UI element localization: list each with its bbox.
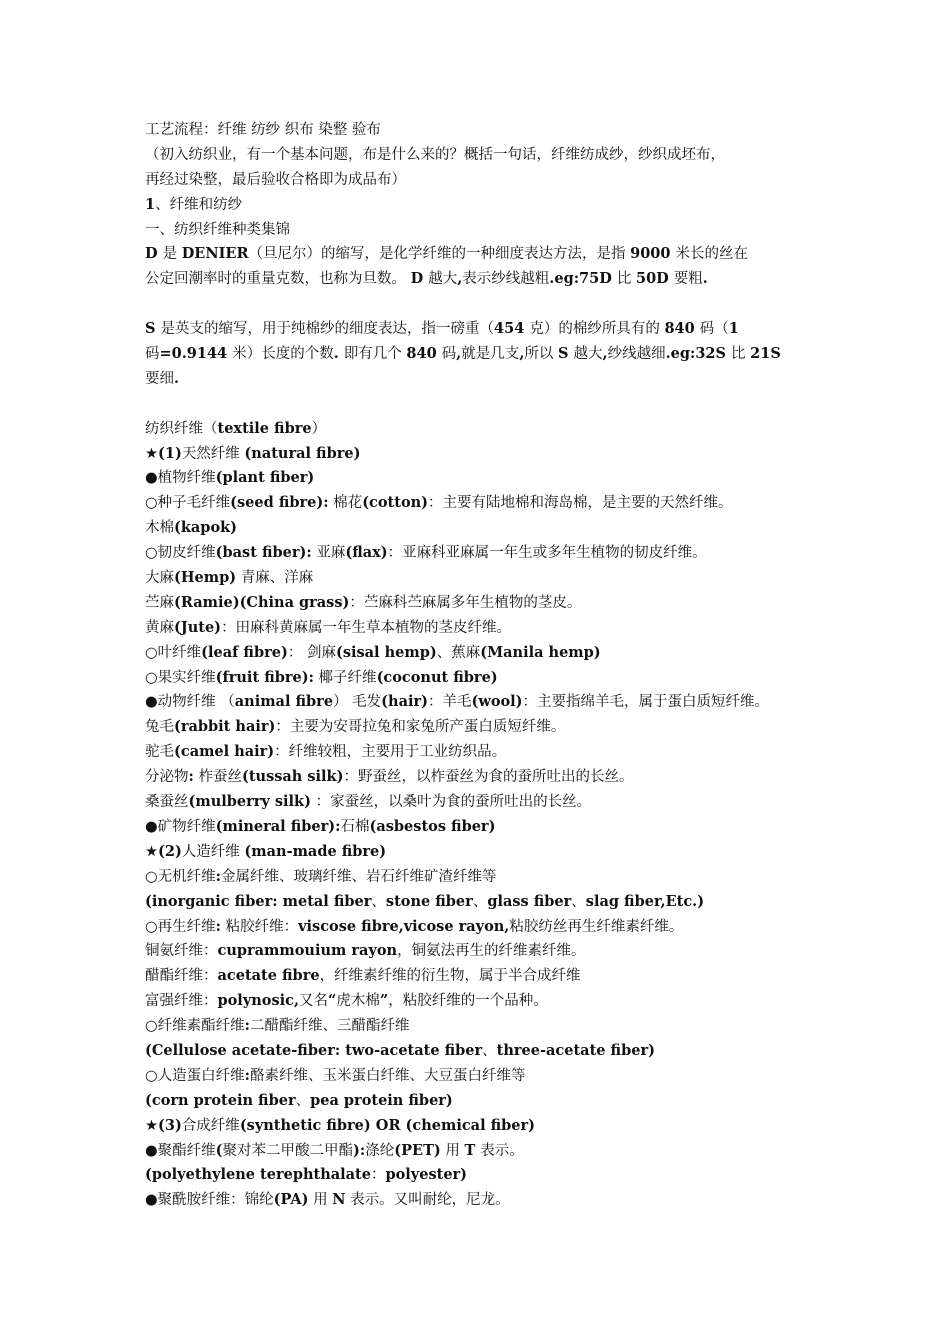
text-segment: : <box>188 768 194 786</box>
text-segment: viscose fibre,vicose rayon, <box>298 917 510 935</box>
text-segment: (Hemp) <box>174 569 237 587</box>
text-segment: (polyethylene terephthalate <box>145 1166 371 1184</box>
text-line <box>145 566 815 591</box>
text-segment: 涤纶 <box>365 1142 395 1159</box>
text-segment: , <box>457 270 463 288</box>
text-segment: . <box>174 369 180 387</box>
text-segment: (coconut fibre) <box>376 668 498 686</box>
text-segment: : <box>215 867 222 885</box>
text-line <box>145 715 815 740</box>
text-segment: ：野蚕丝，以柞蚕丝为食的蚕所吐出的长丝。 <box>343 769 634 786</box>
text-line <box>145 1163 815 1188</box>
text-segment: 所以 <box>524 346 558 363</box>
text-segment: ●聚酰胺纤维：锦纶 <box>145 1192 274 1209</box>
text-line <box>145 491 815 516</box>
text-segment: ★ <box>145 1117 158 1134</box>
text-segment: , <box>456 345 462 363</box>
text-segment: 越大 <box>573 346 603 363</box>
text-segment: 、 <box>371 893 386 910</box>
text-line <box>145 442 815 467</box>
text-segment: pea protein fiber) <box>310 1091 453 1109</box>
text-segment: 粘胶纺丝再生纤维素纤维。 <box>509 918 684 935</box>
text-segment: S <box>145 320 161 338</box>
text-segment: 苎麻 <box>145 594 174 611</box>
text-segment: (2) <box>158 842 182 860</box>
text-line <box>145 1188 815 1213</box>
text-segment: 、纤维和纺纱 <box>155 196 243 213</box>
text-line <box>145 641 815 666</box>
text-line <box>145 417 815 442</box>
text-segment: 50D <box>635 270 674 288</box>
text-segment: cuprammouium rayon <box>217 942 398 960</box>
text-segment: “ <box>328 992 337 1010</box>
text-line <box>145 267 815 292</box>
text-segment: (natural fibre) <box>244 444 361 462</box>
text-segment: D <box>145 245 163 263</box>
text-segment: (Cellulose acetate-fiber: two-acetate fiber <box>145 1041 483 1059</box>
text-segment: ： 剑麻 <box>287 644 336 661</box>
text-line <box>145 1064 815 1089</box>
text-segment: (Ramie)(China grass) <box>174 593 350 611</box>
text-segment: . <box>702 270 708 288</box>
text-segment: 米）长度的个数 <box>232 346 334 363</box>
text-segment: (Manila hemp) <box>480 643 601 661</box>
text-segment: 是 <box>162 246 182 263</box>
text-segment: stone fiber <box>385 892 473 910</box>
text-segment: 表示纱线越粗 <box>462 271 550 288</box>
text-line <box>145 690 815 715</box>
text-line <box>145 1139 815 1164</box>
text-segment: ： <box>370 1167 386 1184</box>
text-segment: 比 <box>616 271 636 288</box>
text-line <box>145 541 815 566</box>
text-segment: 又名 <box>299 993 329 1010</box>
text-segment: 、 <box>295 1092 311 1109</box>
text-segment: glass fiber <box>487 892 572 910</box>
text-segment: 1 <box>728 320 739 338</box>
text-segment: 码 <box>145 346 160 363</box>
text-segment: ：主要指绵羊毛，属于蛋白质短纤维。 <box>522 694 770 711</box>
blank-line <box>145 292 815 317</box>
text-segment: (bast fiber): <box>215 544 312 562</box>
text-segment: : <box>244 1066 251 1084</box>
text-line <box>145 989 815 1014</box>
text-segment: (mulberry silk) <box>188 793 311 811</box>
text-line <box>145 840 815 865</box>
text-segment: 是英支的缩写，用于纯棉纱的细度表达，指一磅重（ <box>160 321 495 338</box>
text-segment: (hair) <box>381 693 428 711</box>
text-line <box>145 1114 815 1139</box>
text-segment: 、 <box>482 1042 497 1059</box>
text-segment: 比 <box>731 346 751 363</box>
text-segment: 纺织纤维（ <box>145 420 218 437</box>
text-segment: (synthetic fibre) OR (chemical fiber) <box>239 1116 536 1134</box>
text-segment: ：主要为安哥拉兔和家兔所产蛋白质短纤维。 <box>275 719 566 736</box>
text-segment: 铜氨纤维： <box>145 943 218 960</box>
text-segment: 用 <box>440 1142 465 1159</box>
text-line <box>145 218 815 243</box>
text-segment: 醋酯纤维： <box>145 968 218 985</box>
text-segment: ：家蚕丝，以桑叶为食的蚕所吐出的长丝。 <box>310 794 592 811</box>
text-segment: 分泌物 <box>145 769 189 786</box>
text-segment: 表示。 <box>480 1142 524 1159</box>
text-segment: (leaf fibre) <box>201 643 288 661</box>
text-segment: ●矿物纤维 <box>145 818 216 835</box>
text-segment: ○纤维素酯纤维 <box>145 1018 245 1035</box>
text-segment: (flax) <box>345 544 388 562</box>
text-line <box>145 143 815 168</box>
text-segment: animal fibre <box>234 693 334 711</box>
text-line <box>145 168 815 193</box>
text-segment: 合成纤维 <box>181 1117 240 1134</box>
text-segment: ○种子毛纤维 <box>145 495 231 512</box>
text-segment: 840 <box>664 320 700 338</box>
text-segment: ○再生纤维 <box>145 918 216 935</box>
text-segment: 人造纤维 <box>181 843 245 860</box>
text-segment: 木棉 <box>145 520 174 537</box>
text-line <box>145 765 815 790</box>
text-segment: ，粘胶纤维的一个品种。 <box>388 993 548 1010</box>
text-segment: 大麻 <box>145 570 174 587</box>
text-line <box>145 367 815 392</box>
text-segment: textile fibre <box>217 419 312 437</box>
text-segment: ○韧皮纤维 <box>145 545 216 562</box>
text-segment: 二醋酯纤维、三醋酯纤维 <box>250 1018 410 1035</box>
text-segment: ★ <box>145 843 158 860</box>
text-segment: ( <box>215 1141 223 1159</box>
text-segment: (3) <box>158 1116 182 1134</box>
text-line <box>145 1039 815 1064</box>
text-segment: 即有几个 <box>343 346 407 363</box>
text-segment: (PET) <box>394 1141 441 1159</box>
text-segment: 青麻、洋麻 <box>236 570 314 587</box>
text-segment: 克）的棉纱所具有的 <box>529 321 665 338</box>
text-segment: (kapok) <box>174 519 238 537</box>
text-segment: polynosic, <box>217 992 300 1010</box>
text-segment: ” <box>379 992 389 1010</box>
text-segment: 用 <box>308 1192 333 1209</box>
text-segment: 酪素纤维、玉米蛋白纤维、大豆蛋白纤维等 <box>250 1067 526 1084</box>
text-segment: (inorganic fiber: metal fiber <box>145 892 372 910</box>
text-segment: , <box>602 345 608 363</box>
blank-line <box>145 392 815 417</box>
text-segment: 亚麻 <box>311 545 346 562</box>
text-segment: ，铜氨法再生的纤维素纤维。 <box>397 943 586 960</box>
text-line <box>145 242 815 267</box>
text-segment: 要细 <box>145 370 174 387</box>
text-segment: T <box>464 1141 481 1159</box>
text-segment: ○叶纤维 <box>145 644 202 661</box>
text-segment: 工艺流程：纤维 纺纱 织布 染整 验布 <box>145 122 381 138</box>
text-segment: three-acetate fiber) <box>496 1041 655 1059</box>
text-segment: 要粗 <box>673 271 703 288</box>
text-segment: 粘胶纤维： <box>221 918 299 935</box>
text-segment: ：田麻科黄麻属一年生草本植物的茎皮纤维。 <box>221 619 512 636</box>
text-line <box>145 740 815 765</box>
text-segment: (seed fibre): <box>230 494 329 512</box>
text-segment: 一、纺织纤维种类集锦 <box>145 221 290 238</box>
text-segment: ：羊毛 <box>427 694 472 711</box>
text-segment: ○果实纤维 <box>145 669 216 686</box>
text-segment: 天然纤维 <box>181 445 245 462</box>
text-segment: 再经过染整，最后验收合格即为成品布） <box>145 171 406 188</box>
text-segment: ：亚麻科亚麻属一年生或多年生植物的韧皮纤维。 <box>387 545 707 562</box>
text-segment: 兔毛 <box>145 719 174 736</box>
text-segment: ○人造蛋白纤维 <box>145 1067 245 1084</box>
text-segment: 黄麻 <box>145 619 174 636</box>
text-line <box>145 1014 815 1039</box>
text-segment: 、 <box>472 893 488 910</box>
text-line <box>145 915 815 940</box>
text-segment: (cotton) <box>362 494 429 512</box>
text-segment: ：纤维较粗，主要用于工业纺织品。 <box>274 744 507 761</box>
text-segment: 纱线越细 <box>607 346 666 363</box>
text-segment: 石棉 <box>340 818 370 835</box>
text-segment: 1 <box>145 195 156 213</box>
text-line <box>145 964 815 989</box>
text-line <box>145 193 815 218</box>
text-segment: （旦尼尔）的缩写，是化学纤维的一种细度表达方法，是指 <box>248 246 631 263</box>
text-line <box>145 317 815 342</box>
text-segment: 米长的丝在 <box>675 246 749 263</box>
text-segment: 桑蚕丝 <box>145 794 189 811</box>
text-segment: ） 毛发 <box>333 694 382 711</box>
text-segment: (sisal hemp) <box>335 643 437 661</box>
text-segment: 表示。又叫耐纶，尼龙。 <box>345 1192 510 1209</box>
text-segment: : <box>215 917 222 935</box>
text-segment: 椰子纤维 <box>313 669 377 686</box>
text-segment: 植物纤维 <box>157 470 216 487</box>
text-segment: 就是几支 <box>461 346 520 363</box>
text-line <box>145 591 815 616</box>
text-segment: (man-made fibre) <box>244 842 387 860</box>
text-segment: (corn protein fiber <box>145 1091 296 1109</box>
text-segment: (wool) <box>471 693 523 711</box>
text-line <box>145 939 815 964</box>
text-line <box>145 1089 815 1114</box>
text-segment: , <box>519 345 525 363</box>
text-segment: ★ <box>145 445 158 462</box>
text-segment: 驼毛 <box>145 744 174 761</box>
text-line <box>145 865 815 890</box>
text-segment: =0.9144 <box>159 345 233 363</box>
text-line <box>145 466 815 491</box>
text-segment: 码 <box>441 346 457 363</box>
text-segment: ●动物纤维 （ <box>145 694 235 711</box>
text-segment: polyester) <box>385 1166 468 1184</box>
text-segment: 454 <box>494 320 530 338</box>
text-segment: 9000 <box>630 245 676 263</box>
text-segment: 金属纤维、玻璃纤维、岩石纤维矿渣纤维等 <box>221 868 497 885</box>
text-segment: .eg:75D <box>549 270 617 288</box>
text-segment: ●聚酯纤维 <box>145 1142 216 1159</box>
text-segment: 聚对苯二甲酸二甲酯 <box>222 1142 354 1159</box>
text-segment: .eg:32S <box>665 345 732 363</box>
text-segment: 840 <box>406 345 442 363</box>
text-segment: ） <box>311 420 327 437</box>
text-segment: 、蕉麻 <box>436 644 481 661</box>
text-segment: (asbestos fiber) <box>369 817 496 835</box>
text-segment: ：主要有陆地棉和海岛棉，是主要的天然纤维。 <box>428 495 733 512</box>
text-segment: (camel hair) <box>174 743 275 761</box>
text-line <box>145 342 815 367</box>
text-segment: 虎木棉 <box>336 993 380 1010</box>
text-segment: acetate fibre <box>217 967 320 985</box>
text-segment: D <box>410 270 429 288</box>
text-segment: (Jute) <box>174 618 222 636</box>
text-segment: N <box>332 1191 346 1209</box>
text-line <box>145 890 815 915</box>
text-segment: 21S <box>750 345 781 363</box>
text-segment: . <box>333 345 344 363</box>
text-line <box>145 516 815 541</box>
text-segment: 富强纤维： <box>145 993 218 1010</box>
text-line <box>145 616 815 641</box>
text-segment: 码（ <box>699 321 729 338</box>
text-segment: 公定回潮率时的重量克数，也称为旦数。 <box>145 271 411 288</box>
text-line <box>145 790 815 815</box>
text-segment: (tussah silk) <box>241 768 344 786</box>
text-segment: 棉花 <box>328 495 363 512</box>
text-line <box>145 666 815 691</box>
text-segment: (1) <box>158 444 182 462</box>
text-segment: (mineral fiber): <box>215 817 341 835</box>
text-segment: ：苎麻科苎麻属多年生植物的茎皮。 <box>349 594 582 611</box>
text-segment: slag fiber,Etc.) <box>585 892 705 910</box>
text-segment: ● <box>145 470 158 487</box>
text-segment: 柞蚕丝 <box>193 769 242 786</box>
text-segment: ，纤维素纤维的衍生物，属于半合成纤维 <box>319 968 581 985</box>
text-segment: ): <box>353 1141 366 1159</box>
text-segment: 、 <box>571 893 586 910</box>
text-line <box>145 118 815 143</box>
text-segment: DENIER <box>181 245 249 263</box>
text-segment: : <box>244 1017 251 1035</box>
text-segment: S <box>557 345 574 363</box>
text-segment: (plant fiber) <box>215 469 315 487</box>
text-segment: （初入纺织业，有一个基本问题，布是什么来的？概括一句话，纤维纺成纱，纱织成坯布， <box>145 146 725 163</box>
document-body <box>145 118 815 1213</box>
text-segment: 越大 <box>428 271 458 288</box>
text-line <box>145 815 815 840</box>
text-segment: ○无机纤维 <box>145 868 216 885</box>
text-segment: (PA) <box>273 1191 309 1209</box>
text-segment: (rabbit hair) <box>174 718 276 736</box>
text-segment: (fruit fibre): <box>215 668 314 686</box>
